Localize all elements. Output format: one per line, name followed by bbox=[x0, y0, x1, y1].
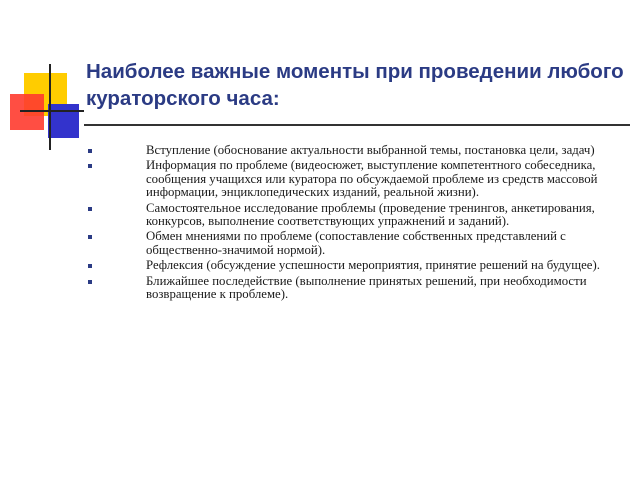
bullet-list bbox=[88, 144, 628, 303]
square-bullet-icon bbox=[88, 280, 92, 284]
square-bullet-icon bbox=[88, 264, 92, 268]
list-item-text: Информация по проблеме (видеосюжет, выступление компетентного собеседника, сообщения учащихся или куратора по обсуждаемой проблеме из средств массовой информации, энциклопедических изданий, реальной жизни). bbox=[146, 158, 598, 200]
list-item bbox=[88, 275, 628, 302]
list-item bbox=[88, 259, 628, 272]
list-item bbox=[88, 202, 628, 229]
decorative-vertical-line bbox=[49, 64, 51, 150]
decorative-short-horizontal-line bbox=[20, 110, 84, 112]
list-item bbox=[88, 144, 628, 157]
list-item-text: Вступление (обоснование актуальности выбранной темы, постановка цели, задач) bbox=[146, 143, 595, 157]
square-bullet-icon bbox=[88, 164, 92, 168]
square-bullet-icon bbox=[88, 207, 92, 211]
list-item bbox=[88, 159, 628, 199]
decorative-red-square bbox=[10, 94, 44, 130]
list-item-text: Рефлексия (обсуждение успешности мероприятия, принятие решений на будущее). bbox=[146, 258, 600, 273]
list-item-text: Ближайшее последействие (выполнение принятых решений, при необходимости возвращение к проблеме). bbox=[146, 273, 587, 302]
square-bullet-icon bbox=[88, 149, 92, 153]
slide-title: Наиболее важные моменты при проведении любого кураторского часа: bbox=[86, 60, 624, 110]
square-bullet-icon bbox=[88, 235, 92, 239]
list-item-text: Обмен мнениями по проблеме (сопоставление собственных представлений с общественно-значимой нормой). bbox=[146, 229, 566, 257]
title-underline bbox=[84, 124, 630, 126]
list-item-text: Самостоятельное исследование проблемы (проведение тренингов, анкетирования, конкурсов, выполнение соответствующих упражнений и заданий). bbox=[146, 200, 595, 229]
list-item bbox=[88, 230, 628, 257]
